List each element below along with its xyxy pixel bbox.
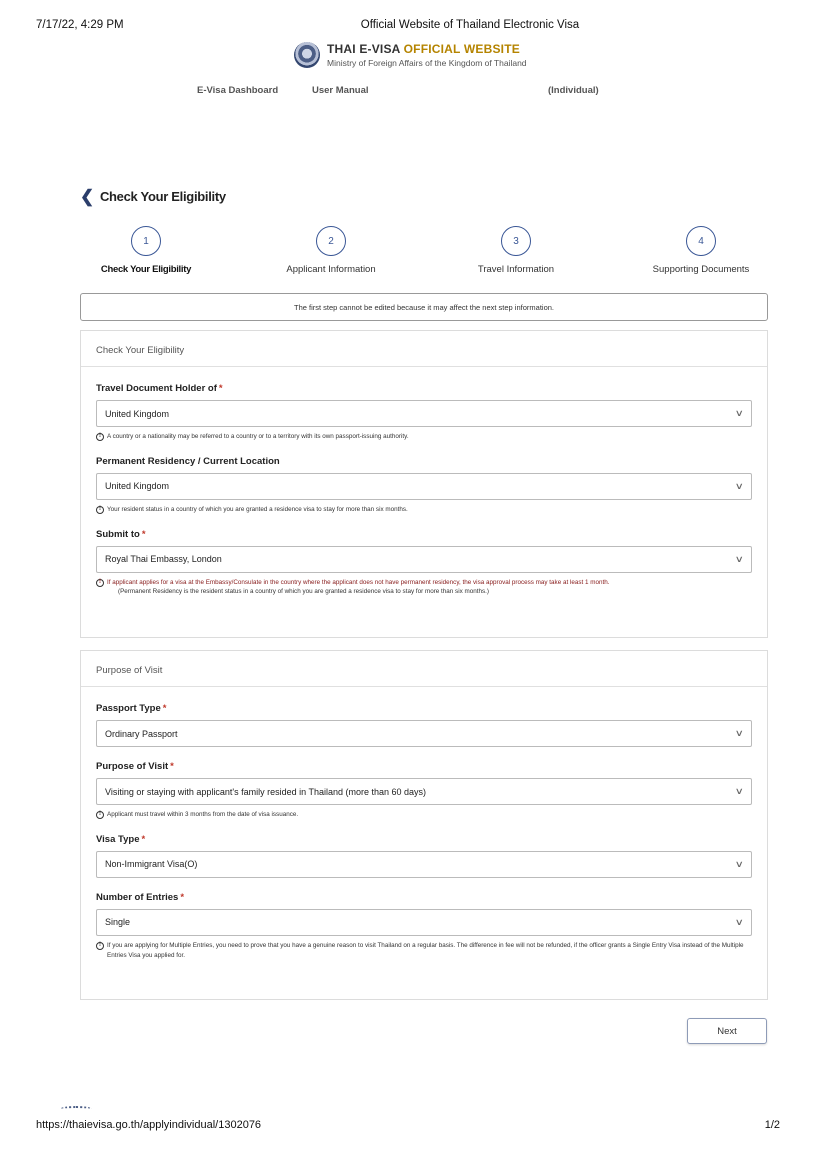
purpose-of-visit-hint: ! Applicant must travel within 3 months from the date of visa issuance. <box>96 810 752 820</box>
brand-subtitle: Ministry of Foreign Affairs of the Kingdom of Thailand <box>327 58 527 68</box>
step-label: Travel Information <box>477 264 555 275</box>
eligibility-heading: Check Your Eligibility <box>81 331 767 367</box>
entries-label: Number of Entries * <box>96 891 185 903</box>
purpose-of-visit-group <box>96 761 752 820</box>
step-label: Supporting Documents <box>652 264 750 275</box>
submit-to-select[interactable]: Royal Thai Embassy, London ∨ <box>96 546 752 573</box>
chevron-down-icon: ∨ <box>735 786 745 796</box>
edit-notice: The first step cannot be edited because it may affect the next step information. <box>80 293 768 321</box>
chevron-down-icon: ∨ <box>735 553 745 564</box>
step-label: Check Your Eligibility <box>100 264 192 275</box>
print-page-title: Official Website of Thailand Electronic Visa <box>360 19 580 31</box>
brand-title-plain: THAI E-VISA <box>327 42 401 56</box>
step-number: 4 <box>686 226 716 256</box>
page-title <box>80 188 226 205</box>
info-icon: ! <box>96 506 104 514</box>
step-2 <box>251 226 411 275</box>
step-number: 1 <box>131 226 161 256</box>
info-icon: ! <box>96 811 104 819</box>
entries-hint: ! If you are applying for Multiple Entries, you need to prove that you have a genuine reason to visit Thailand on a regular basis. The difference in fee will not be refunded, if the officer grants a Single Entry Visa instead of the Multiple Entries Visa you applied for. <box>96 941 752 961</box>
residency-label: Permanent Residency / Current Location <box>96 455 280 467</box>
page-title-text: Check Your Eligibility <box>99 189 226 204</box>
nav-evisa-dashboard[interactable]: E-Visa Dashboard <box>197 85 279 96</box>
passport-type-group <box>96 703 752 747</box>
step-label: Applicant Information <box>286 264 376 275</box>
residency-hint: ! Your resident status in a country of which you are granted a residence visa to stay for more than six months. <box>96 505 752 515</box>
chevron-down-icon: ∨ <box>735 916 745 927</box>
ministry-seal-icon <box>294 42 320 68</box>
brand-title-accent: OFFICIAL WEBSITE <box>403 42 520 56</box>
info-icon: ! <box>96 579 104 587</box>
submit-to-hint: ! If applicant applies for a visa at the Embassy/Consulate in the country where the applicant does not have permanent residency, the visa approval process may take at least 1 month. (Permanent Residency is the resident status in a country of which you are granted a residence visa to stay for more than six months.) <box>96 578 752 598</box>
info-icon: ! <box>96 433 104 441</box>
nav-individual-mode[interactable]: (Individual) <box>548 85 599 96</box>
step-4 <box>621 226 781 275</box>
purpose-of-visit-label: Purpose of Visit * <box>96 761 174 772</box>
footer-logo-icon <box>60 1106 92 1112</box>
print-datetime: 7/17/22, 4:29 PM <box>36 19 124 31</box>
info-icon: ! <box>96 942 104 950</box>
next-button[interactable]: Next <box>687 1018 767 1044</box>
purpose-of-visit-select[interactable]: Visiting or staying with applicant's family resided in Thailand (more than 60 days) ∨ <box>96 778 752 805</box>
site-brand[interactable] <box>294 42 527 68</box>
entries-group <box>96 892 752 961</box>
visa-type-group <box>96 834 752 878</box>
step-3 <box>436 226 596 275</box>
step-1 <box>66 226 226 275</box>
chevron-down-icon: ∨ <box>735 408 745 418</box>
eligibility-panel <box>80 330 768 638</box>
step-number: 3 <box>501 226 531 256</box>
doc-holder-select[interactable]: United Kingdom ∨ <box>96 400 752 427</box>
step-number: 2 <box>316 226 346 256</box>
purpose-heading: Purpose of Visit <box>81 651 767 687</box>
doc-holder-hint: ! A country or a nationality may be referred to a country or to a territory with its own passport-issuing authority. <box>96 432 752 442</box>
doc-holder-label: Travel Document Holder of * <box>96 383 223 394</box>
purpose-panel <box>80 650 768 1000</box>
visa-type-select[interactable]: Non-Immigrant Visa(O) ∨ <box>96 851 752 878</box>
passport-type-label: Passport Type * <box>96 703 167 714</box>
submit-to-label: Submit to * <box>96 528 146 540</box>
brand-title <box>327 42 527 56</box>
progress-stepper <box>0 226 816 276</box>
nav-user-manual[interactable]: User Manual <box>312 85 369 96</box>
entries-select[interactable]: Single ∨ <box>96 909 752 936</box>
doc-holder-group <box>96 383 752 442</box>
chevron-down-icon: ∨ <box>735 728 745 738</box>
passport-type-select[interactable]: Ordinary Passport ∨ <box>96 720 752 747</box>
chevron-down-icon: ∨ <box>735 480 745 491</box>
residency-group <box>96 456 752 515</box>
print-url: https://thaievisa.go.th/applyindividual/1302076 <box>36 1119 262 1131</box>
submit-to-group <box>96 529 752 598</box>
residency-select[interactable]: United Kingdom ∨ <box>96 473 752 500</box>
chevron-left-icon[interactable]: ❮ <box>80 187 94 206</box>
print-page-number: 1/2 <box>764 1119 780 1131</box>
chevron-down-icon: ∨ <box>735 858 745 869</box>
visa-type-label: Visa Type * <box>96 833 146 845</box>
